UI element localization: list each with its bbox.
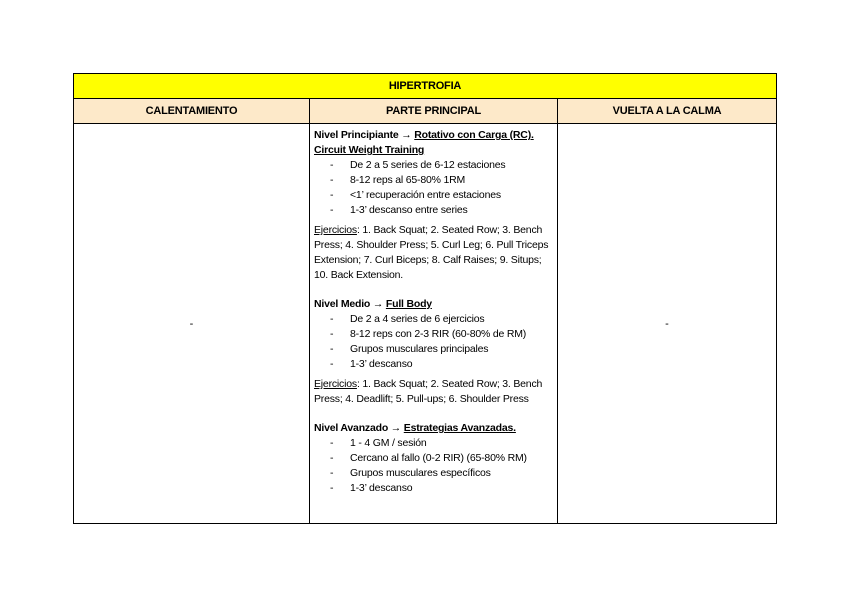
vuelta-calma-cell: - <box>558 124 777 524</box>
exercises-text: : 1. Back Squat; 2. Seated Row; 3. Bench Press; 4. Shoulder Press; 5. Curl Leg; 6. Pull Triceps Extension; 7. Curl Biceps; 8. Calf Raises; 9. Situps; 10. Back Extension. <box>314 224 549 281</box>
list-item: - 1-3’ descanso <box>314 481 553 496</box>
list-item: - 8-12 reps al 65-80% 1RM <box>314 173 553 188</box>
list-item: - Grupos musculares específicos <box>314 466 553 481</box>
list-item: - Cercano al fallo (0-2 RIR) (65-80% RM) <box>314 451 553 466</box>
level-name: Nivel Medio → <box>314 298 386 310</box>
hipertrofia-table <box>73 73 777 524</box>
level-medio-list <box>314 312 553 372</box>
level-method: Rotativo con Carga (RC). Circuit Weight Training <box>314 129 534 156</box>
level-method: Estrategias Avanzadas. <box>403 422 516 434</box>
header-calentamiento: CALENTAMIENTO <box>74 99 310 124</box>
level-medio-exercises <box>314 377 553 407</box>
list-item: - De 2 a 4 series de 6 ejercicios <box>314 312 553 327</box>
list-item: - <1’ recuperación entre estaciones <box>314 188 553 203</box>
list-item: - 1-3’ descanso <box>314 357 553 372</box>
list-item: - 8-12 reps con 2-3 RIR (60-80% de RM) <box>314 327 553 342</box>
calentamiento-cell: - <box>74 124 310 524</box>
header-vuelta-calma: VUELTA A LA CALMA <box>558 99 777 124</box>
level-avanzado-title <box>314 421 553 436</box>
level-principiante-exercises <box>314 223 553 283</box>
list-item: - De 2 a 5 series de 6-12 estaciones <box>314 158 553 173</box>
exercises-text: : 1. Back Squat; 2. Seated Row; 3. Bench Press; 4. Deadlift; 5. Pull-ups; 6. Shoulder Press <box>314 378 543 405</box>
level-medio-title <box>314 297 553 312</box>
table-title: HIPERTROFIA <box>74 74 777 99</box>
exercises-label: Ejercicios <box>314 224 357 236</box>
list-item: - 1 - 4 GM / sesión <box>314 436 553 451</box>
list-item: - 1-3’ descanso entre series <box>314 203 553 218</box>
list-item: - Grupos musculares principales <box>314 342 553 357</box>
level-principiante-list <box>314 158 553 218</box>
level-name: Nivel Principiante → <box>314 129 415 141</box>
exercises-label: Ejercicios <box>314 378 357 390</box>
header-parte-principal: PARTE PRINCIPAL <box>310 99 558 124</box>
level-avanzado-list <box>314 436 553 496</box>
level-method: Full Body <box>385 298 432 310</box>
level-name: Nivel Avanzado → <box>314 422 404 434</box>
parte-principal-cell <box>310 124 558 524</box>
level-principiante-title <box>314 128 553 158</box>
